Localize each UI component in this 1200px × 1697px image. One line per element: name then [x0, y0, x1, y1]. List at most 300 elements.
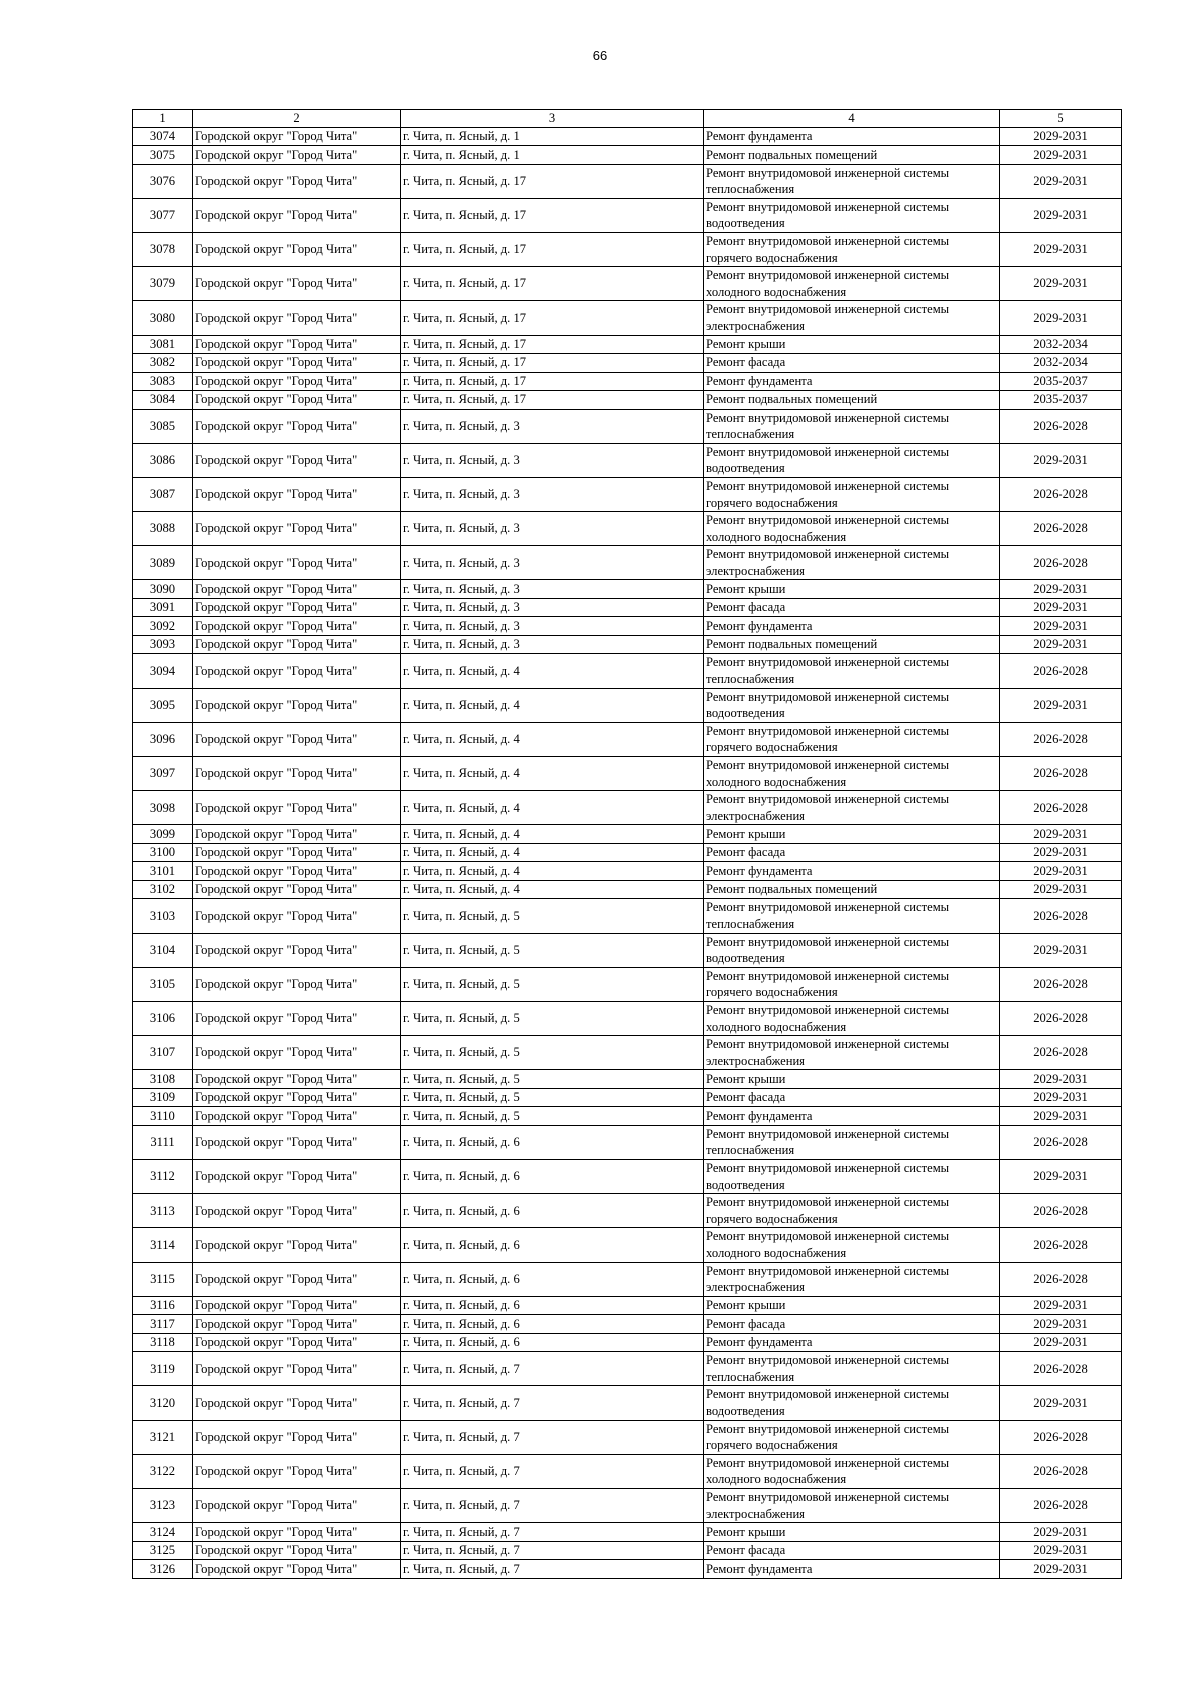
table-row	[133, 617, 1122, 636]
row-number-cell: 3117	[133, 1315, 193, 1334]
address-cell: г. Чита, п. Ясный, д. 5	[401, 1001, 704, 1035]
period-cell: 2029-2031	[1000, 1296, 1122, 1315]
row-number-cell: 3087	[133, 477, 193, 511]
period-cell: 2026-2028	[1000, 791, 1122, 825]
table-row	[133, 1228, 1122, 1262]
table-row	[133, 1296, 1122, 1315]
table-row	[133, 791, 1122, 825]
table-row	[133, 391, 1122, 410]
column-header: 1	[133, 110, 193, 128]
period-cell: 2029-2031	[1000, 933, 1122, 967]
municipality-cell: Городской округ "Город Чита"	[193, 354, 401, 373]
row-number-cell: 3085	[133, 409, 193, 443]
column-header: 3	[401, 110, 704, 128]
row-number-cell: 3104	[133, 933, 193, 967]
work-type-cell: Ремонт внутридомовой инженерной системы водоотведения	[704, 688, 1000, 722]
table-row	[133, 477, 1122, 511]
address-cell: г. Чита, п. Ясный, д. 17	[401, 198, 704, 232]
work-type-cell: Ремонт внутридомовой инженерной системы холодного водоснабжения	[704, 757, 1000, 791]
table-row	[133, 1386, 1122, 1420]
table-row	[133, 899, 1122, 933]
period-cell: 2026-2028	[1000, 1352, 1122, 1386]
row-number-cell: 3081	[133, 335, 193, 354]
table-row	[133, 880, 1122, 899]
period-cell: 2029-2031	[1000, 1523, 1122, 1542]
work-type-cell: Ремонт внутридомовой инженерной системы электроснабжения	[704, 546, 1000, 580]
period-cell: 2026-2028	[1000, 722, 1122, 756]
work-type-cell: Ремонт подвальных помещений	[704, 880, 1000, 899]
work-type-cell: Ремонт внутридомовой инженерной системы теплоснабжения	[704, 1125, 1000, 1159]
work-type-cell: Ремонт фасада	[704, 1315, 1000, 1334]
row-number-cell: 3086	[133, 443, 193, 477]
period-cell: 2029-2031	[1000, 825, 1122, 844]
address-cell: г. Чита, п. Ясный, д. 17	[401, 164, 704, 198]
period-cell: 2029-2031	[1000, 598, 1122, 617]
address-cell: г. Чита, п. Ясный, д. 4	[401, 791, 704, 825]
table-row	[133, 146, 1122, 165]
period-cell: 2029-2031	[1000, 267, 1122, 301]
municipality-cell: Городской округ "Город Чита"	[193, 477, 401, 511]
municipality-cell: Городской округ "Город Чита"	[193, 617, 401, 636]
address-cell: г. Чита, п. Ясный, д. 3	[401, 512, 704, 546]
municipality-cell: Городской округ "Город Чита"	[193, 1107, 401, 1126]
address-cell: г. Чита, п. Ясный, д. 3	[401, 409, 704, 443]
table-row	[133, 1107, 1122, 1126]
row-number-cell: 3124	[133, 1523, 193, 1542]
work-type-cell: Ремонт внутридомовой инженерной системы электроснабжения	[704, 1489, 1000, 1523]
municipality-cell: Городской округ "Город Чита"	[193, 1228, 401, 1262]
municipality-cell: Городской округ "Город Чита"	[193, 1454, 401, 1488]
municipality-cell: Городской округ "Город Чита"	[193, 1560, 401, 1579]
table-row	[133, 1001, 1122, 1035]
address-cell: г. Чита, п. Ясный, д. 6	[401, 1194, 704, 1228]
table-row	[133, 1070, 1122, 1089]
row-number-cell: 3113	[133, 1194, 193, 1228]
period-cell: 2029-2031	[1000, 843, 1122, 862]
row-number-cell: 3092	[133, 617, 193, 636]
table-row	[133, 1088, 1122, 1107]
address-cell: г. Чита, п. Ясный, д. 7	[401, 1420, 704, 1454]
table-row	[133, 757, 1122, 791]
period-cell: 2026-2028	[1000, 899, 1122, 933]
table-row	[133, 1541, 1122, 1560]
row-number-cell: 3095	[133, 688, 193, 722]
address-cell: г. Чита, п. Ясный, д. 3	[401, 443, 704, 477]
row-number-cell: 3084	[133, 391, 193, 410]
period-cell: 2026-2028	[1000, 967, 1122, 1001]
address-cell: г. Чита, п. Ясный, д. 5	[401, 899, 704, 933]
period-cell: 2026-2028	[1000, 1194, 1122, 1228]
address-cell: г. Чита, п. Ясный, д. 7	[401, 1489, 704, 1523]
period-cell: 2026-2028	[1000, 1036, 1122, 1070]
row-number-cell: 3091	[133, 598, 193, 617]
municipality-cell: Городской округ "Город Чита"	[193, 580, 401, 599]
work-type-cell: Ремонт внутридомовой инженерной системы горячего водоснабжения	[704, 967, 1000, 1001]
period-cell: 2029-2031	[1000, 688, 1122, 722]
row-number-cell: 3108	[133, 1070, 193, 1089]
municipality-cell: Городской округ "Город Чита"	[193, 127, 401, 146]
row-number-cell: 3100	[133, 843, 193, 862]
work-type-cell: Ремонт фундамента	[704, 1333, 1000, 1352]
work-type-cell: Ремонт подвальных помещений	[704, 635, 1000, 654]
period-cell: 2029-2031	[1000, 1386, 1122, 1420]
address-cell: г. Чита, п. Ясный, д. 3	[401, 598, 704, 617]
table-row	[133, 580, 1122, 599]
work-type-cell: Ремонт внутридомовой инженерной системы электроснабжения	[704, 791, 1000, 825]
work-type-cell: Ремонт внутридомовой инженерной системы водоотведения	[704, 1160, 1000, 1194]
work-type-cell: Ремонт внутридомовой инженерной системы электроснабжения	[704, 301, 1000, 335]
table-row	[133, 127, 1122, 146]
work-type-cell: Ремонт внутридомовой инженерной системы теплоснабжения	[704, 409, 1000, 443]
column-header: 2	[193, 110, 401, 128]
row-number-cell: 3077	[133, 198, 193, 232]
work-type-cell: Ремонт подвальных помещений	[704, 146, 1000, 165]
municipality-cell: Городской округ "Город Чита"	[193, 1541, 401, 1560]
address-cell: г. Чита, п. Ясный, д. 6	[401, 1333, 704, 1352]
row-number-cell: 3103	[133, 899, 193, 933]
page-number: 66	[592, 48, 608, 63]
address-cell: г. Чита, п. Ясный, д. 7	[401, 1454, 704, 1488]
work-type-cell: Ремонт крыши	[704, 1296, 1000, 1315]
period-cell: 2029-2031	[1000, 1333, 1122, 1352]
table-row	[133, 443, 1122, 477]
address-cell: г. Чита, п. Ясный, д. 5	[401, 1107, 704, 1126]
municipality-cell: Городской округ "Город Чита"	[193, 301, 401, 335]
municipality-cell: Городской округ "Город Чита"	[193, 372, 401, 391]
table-row	[133, 1454, 1122, 1488]
period-cell: 2029-2031	[1000, 1107, 1122, 1126]
work-type-cell: Ремонт внутридомовой инженерной системы электроснабжения	[704, 1262, 1000, 1296]
row-number-cell: 3114	[133, 1228, 193, 1262]
row-number-cell: 3088	[133, 512, 193, 546]
address-cell: г. Чита, п. Ясный, д. 1	[401, 146, 704, 165]
municipality-cell: Городской округ "Город Чита"	[193, 409, 401, 443]
row-number-cell: 3106	[133, 1001, 193, 1035]
work-type-cell: Ремонт крыши	[704, 335, 1000, 354]
table-row	[133, 1352, 1122, 1386]
period-cell: 2026-2028	[1000, 512, 1122, 546]
work-type-cell: Ремонт внутридомовой инженерной системы теплоснабжения	[704, 164, 1000, 198]
municipality-cell: Городской округ "Город Чита"	[193, 1333, 401, 1352]
work-type-cell: Ремонт крыши	[704, 825, 1000, 844]
work-type-cell: Ремонт внутридомовой инженерной системы горячего водоснабжения	[704, 232, 1000, 266]
address-cell: г. Чита, п. Ясный, д. 3	[401, 617, 704, 636]
table-row	[133, 933, 1122, 967]
address-cell: г. Чита, п. Ясный, д. 5	[401, 1070, 704, 1089]
work-type-cell: Ремонт фасада	[704, 354, 1000, 373]
table-row	[133, 1315, 1122, 1334]
row-number-cell: 3083	[133, 372, 193, 391]
period-cell: 2026-2028	[1000, 477, 1122, 511]
work-type-cell: Ремонт фундамента	[704, 617, 1000, 636]
table-row	[133, 967, 1122, 1001]
address-cell: г. Чита, п. Ясный, д. 7	[401, 1523, 704, 1542]
address-cell: г. Чита, п. Ясный, д. 4	[401, 688, 704, 722]
period-cell: 2026-2028	[1000, 1001, 1122, 1035]
municipality-cell: Городской округ "Город Чита"	[193, 232, 401, 266]
municipality-cell: Городской округ "Город Чита"	[193, 825, 401, 844]
row-number-cell: 3080	[133, 301, 193, 335]
period-cell: 2029-2031	[1000, 1070, 1122, 1089]
period-cell: 2035-2037	[1000, 372, 1122, 391]
address-cell: г. Чита, п. Ясный, д. 4	[401, 654, 704, 688]
municipality-cell: Городской округ "Город Чита"	[193, 391, 401, 410]
municipality-cell: Городской округ "Город Чита"	[193, 1036, 401, 1070]
address-cell: г. Чита, п. Ясный, д. 4	[401, 825, 704, 844]
address-cell: г. Чита, п. Ясный, д. 4	[401, 862, 704, 881]
work-type-cell: Ремонт фундамента	[704, 1560, 1000, 1579]
work-type-cell: Ремонт внутридомовой инженерной системы теплоснабжения	[704, 899, 1000, 933]
table-row	[133, 1125, 1122, 1159]
address-cell: г. Чита, п. Ясный, д. 17	[401, 354, 704, 373]
address-cell: г. Чита, п. Ясный, д. 3	[401, 580, 704, 599]
work-type-cell: Ремонт фундамента	[704, 127, 1000, 146]
address-cell: г. Чита, п. Ясный, д. 6	[401, 1296, 704, 1315]
work-type-cell: Ремонт внутридомовой инженерной системы электроснабжения	[704, 1036, 1000, 1070]
table-row	[133, 843, 1122, 862]
table-row	[133, 1194, 1122, 1228]
municipality-cell: Городской округ "Город Чита"	[193, 1386, 401, 1420]
period-cell: 2029-2031	[1000, 164, 1122, 198]
row-number-cell: 3126	[133, 1560, 193, 1579]
address-cell: г. Чита, п. Ясный, д. 6	[401, 1160, 704, 1194]
municipality-cell: Городской округ "Город Чита"	[193, 335, 401, 354]
period-cell: 2029-2031	[1000, 232, 1122, 266]
address-cell: г. Чита, п. Ясный, д. 5	[401, 967, 704, 1001]
work-type-cell: Ремонт внутридомовой инженерной системы водоотведения	[704, 933, 1000, 967]
row-number-cell: 3119	[133, 1352, 193, 1386]
work-type-cell: Ремонт фасада	[704, 598, 1000, 617]
table-row	[133, 1560, 1122, 1579]
municipality-cell: Городской округ "Город Чита"	[193, 791, 401, 825]
address-cell: г. Чита, п. Ясный, д. 7	[401, 1386, 704, 1420]
work-type-cell: Ремонт фасада	[704, 1088, 1000, 1107]
address-cell: г. Чита, п. Ясный, д. 6	[401, 1125, 704, 1159]
work-type-cell: Ремонт фасада	[704, 1541, 1000, 1560]
table-row	[133, 335, 1122, 354]
work-type-cell: Ремонт внутридомовой инженерной системы горячего водоснабжения	[704, 1420, 1000, 1454]
address-cell: г. Чита, п. Ясный, д. 1	[401, 127, 704, 146]
row-number-cell: 3120	[133, 1386, 193, 1420]
period-cell: 2026-2028	[1000, 1454, 1122, 1488]
header-row	[133, 110, 1122, 128]
municipality-cell: Городской округ "Город Чита"	[193, 843, 401, 862]
municipality-cell: Городской округ "Город Чита"	[193, 862, 401, 881]
work-type-cell: Ремонт внутридомовой инженерной системы холодного водоснабжения	[704, 1228, 1000, 1262]
address-cell: г. Чита, п. Ясный, д. 7	[401, 1352, 704, 1386]
table-row	[133, 1333, 1122, 1352]
work-type-cell: Ремонт внутридомовой инженерной системы водоотведения	[704, 443, 1000, 477]
period-cell: 2035-2037	[1000, 391, 1122, 410]
municipality-cell: Городской округ "Город Чита"	[193, 722, 401, 756]
period-cell: 2032-2034	[1000, 354, 1122, 373]
municipality-cell: Городской округ "Город Чита"	[193, 757, 401, 791]
address-cell: г. Чита, п. Ясный, д. 4	[401, 722, 704, 756]
work-type-cell: Ремонт внутридомовой инженерной системы теплоснабжения	[704, 1352, 1000, 1386]
work-type-cell: Ремонт внутридомовой инженерной системы холодного водоснабжения	[704, 267, 1000, 301]
period-cell: 2029-2031	[1000, 862, 1122, 881]
table-row	[133, 825, 1122, 844]
address-cell: г. Чита, п. Ясный, д. 3	[401, 477, 704, 511]
municipality-cell: Городской округ "Город Чита"	[193, 635, 401, 654]
column-header: 5	[1000, 110, 1122, 128]
address-cell: г. Чита, п. Ясный, д. 6	[401, 1262, 704, 1296]
table-body	[133, 127, 1122, 1578]
table-row	[133, 232, 1122, 266]
address-cell: г. Чита, п. Ясный, д. 7	[401, 1560, 704, 1579]
address-cell: г. Чита, п. Ясный, д. 6	[401, 1228, 704, 1262]
row-number-cell: 3078	[133, 232, 193, 266]
period-cell: 2029-2031	[1000, 146, 1122, 165]
row-number-cell: 3096	[133, 722, 193, 756]
period-cell: 2029-2031	[1000, 127, 1122, 146]
municipality-cell: Городской округ "Город Чита"	[193, 899, 401, 933]
work-type-cell: Ремонт фундамента	[704, 862, 1000, 881]
municipality-cell: Городской округ "Город Чита"	[193, 598, 401, 617]
row-number-cell: 3105	[133, 967, 193, 1001]
address-cell: г. Чита, п. Ясный, д. 17	[401, 372, 704, 391]
municipality-cell: Городской округ "Город Чита"	[193, 1160, 401, 1194]
work-type-cell: Ремонт подвальных помещений	[704, 391, 1000, 410]
row-number-cell: 3115	[133, 1262, 193, 1296]
period-cell: 2029-2031	[1000, 1560, 1122, 1579]
row-number-cell: 3125	[133, 1541, 193, 1560]
municipality-cell: Городской округ "Город Чита"	[193, 512, 401, 546]
row-number-cell: 3109	[133, 1088, 193, 1107]
address-cell: г. Чита, п. Ясный, д. 5	[401, 1036, 704, 1070]
row-number-cell: 3074	[133, 127, 193, 146]
address-cell: г. Чита, п. Ясный, д. 17	[401, 267, 704, 301]
table-header	[133, 110, 1122, 128]
table-row	[133, 546, 1122, 580]
municipality-cell: Городской округ "Город Чита"	[193, 1420, 401, 1454]
row-number-cell: 3111	[133, 1125, 193, 1159]
period-cell: 2032-2034	[1000, 335, 1122, 354]
table-row	[133, 722, 1122, 756]
table-row	[133, 409, 1122, 443]
row-number-cell: 3089	[133, 546, 193, 580]
municipality-cell: Городской округ "Город Чита"	[193, 1194, 401, 1228]
work-type-cell: Ремонт внутридомовой инженерной системы горячего водоснабжения	[704, 722, 1000, 756]
address-cell: г. Чита, п. Ясный, д. 3	[401, 546, 704, 580]
table-row	[133, 635, 1122, 654]
table-row	[133, 1160, 1122, 1194]
work-type-cell: Ремонт внутридомовой инженерной системы горячего водоснабжения	[704, 477, 1000, 511]
municipality-cell: Городской округ "Город Чита"	[193, 1001, 401, 1035]
municipality-cell: Городской округ "Город Чита"	[193, 880, 401, 899]
row-number-cell: 3094	[133, 654, 193, 688]
column-header: 4	[704, 110, 1000, 128]
address-cell: г. Чита, п. Ясный, д. 4	[401, 757, 704, 791]
table-row	[133, 512, 1122, 546]
row-number-cell: 3097	[133, 757, 193, 791]
row-number-cell: 3101	[133, 862, 193, 881]
address-cell: г. Чита, п. Ясный, д. 4	[401, 843, 704, 862]
period-cell: 2029-2031	[1000, 301, 1122, 335]
row-number-cell: 3093	[133, 635, 193, 654]
period-cell: 2029-2031	[1000, 580, 1122, 599]
address-cell: г. Чита, п. Ясный, д. 17	[401, 391, 704, 410]
table-row	[133, 1420, 1122, 1454]
period-cell: 2029-2031	[1000, 198, 1122, 232]
period-cell: 2026-2028	[1000, 757, 1122, 791]
work-type-cell: Ремонт крыши	[704, 580, 1000, 599]
work-type-cell: Ремонт внутридомовой инженерной системы теплоснабжения	[704, 654, 1000, 688]
table-row	[133, 1489, 1122, 1523]
table-row	[133, 372, 1122, 391]
municipality-cell: Городской округ "Город Чита"	[193, 688, 401, 722]
municipality-cell: Городской округ "Город Чита"	[193, 267, 401, 301]
work-type-cell: Ремонт внутридомовой инженерной системы водоотведения	[704, 1386, 1000, 1420]
table-row	[133, 862, 1122, 881]
address-cell: г. Чита, п. Ясный, д. 17	[401, 232, 704, 266]
municipality-cell: Городской округ "Город Чита"	[193, 164, 401, 198]
period-cell: 2029-2031	[1000, 1088, 1122, 1107]
work-type-cell: Ремонт фундамента	[704, 372, 1000, 391]
period-cell: 2029-2031	[1000, 1315, 1122, 1334]
period-cell: 2026-2028	[1000, 1262, 1122, 1296]
table-row	[133, 654, 1122, 688]
period-cell: 2029-2031	[1000, 880, 1122, 899]
period-cell: 2026-2028	[1000, 654, 1122, 688]
address-cell: г. Чита, п. Ясный, д. 6	[401, 1315, 704, 1334]
municipality-cell: Городской округ "Город Чита"	[193, 546, 401, 580]
row-number-cell: 3110	[133, 1107, 193, 1126]
period-cell: 2029-2031	[1000, 635, 1122, 654]
row-number-cell: 3099	[133, 825, 193, 844]
period-cell: 2026-2028	[1000, 1228, 1122, 1262]
table-row	[133, 688, 1122, 722]
municipality-cell: Городской округ "Город Чита"	[193, 1315, 401, 1334]
period-cell: 2026-2028	[1000, 1489, 1122, 1523]
work-type-cell: Ремонт внутридомовой инженерной системы холодного водоснабжения	[704, 1454, 1000, 1488]
municipality-cell: Городской округ "Город Чита"	[193, 1489, 401, 1523]
work-type-cell: Ремонт внутридомовой инженерной системы горячего водоснабжения	[704, 1194, 1000, 1228]
work-type-cell: Ремонт крыши	[704, 1523, 1000, 1542]
table-row	[133, 1036, 1122, 1070]
municipality-cell: Городской округ "Город Чита"	[193, 654, 401, 688]
municipality-cell: Городской округ "Город Чита"	[193, 1296, 401, 1315]
row-number-cell: 3118	[133, 1333, 193, 1352]
municipality-cell: Городской округ "Город Чита"	[193, 1088, 401, 1107]
table-row	[133, 301, 1122, 335]
row-number-cell: 3112	[133, 1160, 193, 1194]
table-row	[133, 267, 1122, 301]
address-cell: г. Чита, п. Ясный, д. 5	[401, 933, 704, 967]
row-number-cell: 3123	[133, 1489, 193, 1523]
period-cell: 2026-2028	[1000, 409, 1122, 443]
work-type-cell: Ремонт фасада	[704, 843, 1000, 862]
period-cell: 2026-2028	[1000, 546, 1122, 580]
period-cell: 2026-2028	[1000, 1125, 1122, 1159]
municipality-cell: Городской округ "Город Чита"	[193, 1070, 401, 1089]
row-number-cell: 3122	[133, 1454, 193, 1488]
municipality-cell: Городской округ "Город Чита"	[193, 198, 401, 232]
address-cell: г. Чита, п. Ясный, д. 4	[401, 880, 704, 899]
table-row	[133, 1523, 1122, 1542]
municipality-cell: Городской округ "Город Чита"	[193, 1262, 401, 1296]
row-number-cell: 3102	[133, 880, 193, 899]
municipality-cell: Городской округ "Город Чита"	[193, 1523, 401, 1542]
table-row	[133, 198, 1122, 232]
municipality-cell: Городской округ "Город Чита"	[193, 443, 401, 477]
work-type-cell: Ремонт внутридомовой инженерной системы водоотведения	[704, 198, 1000, 232]
address-cell: г. Чита, п. Ясный, д. 3	[401, 635, 704, 654]
period-cell: 2029-2031	[1000, 443, 1122, 477]
row-number-cell: 3116	[133, 1296, 193, 1315]
period-cell: 2029-2031	[1000, 1541, 1122, 1560]
municipality-cell: Городской округ "Город Чита"	[193, 933, 401, 967]
